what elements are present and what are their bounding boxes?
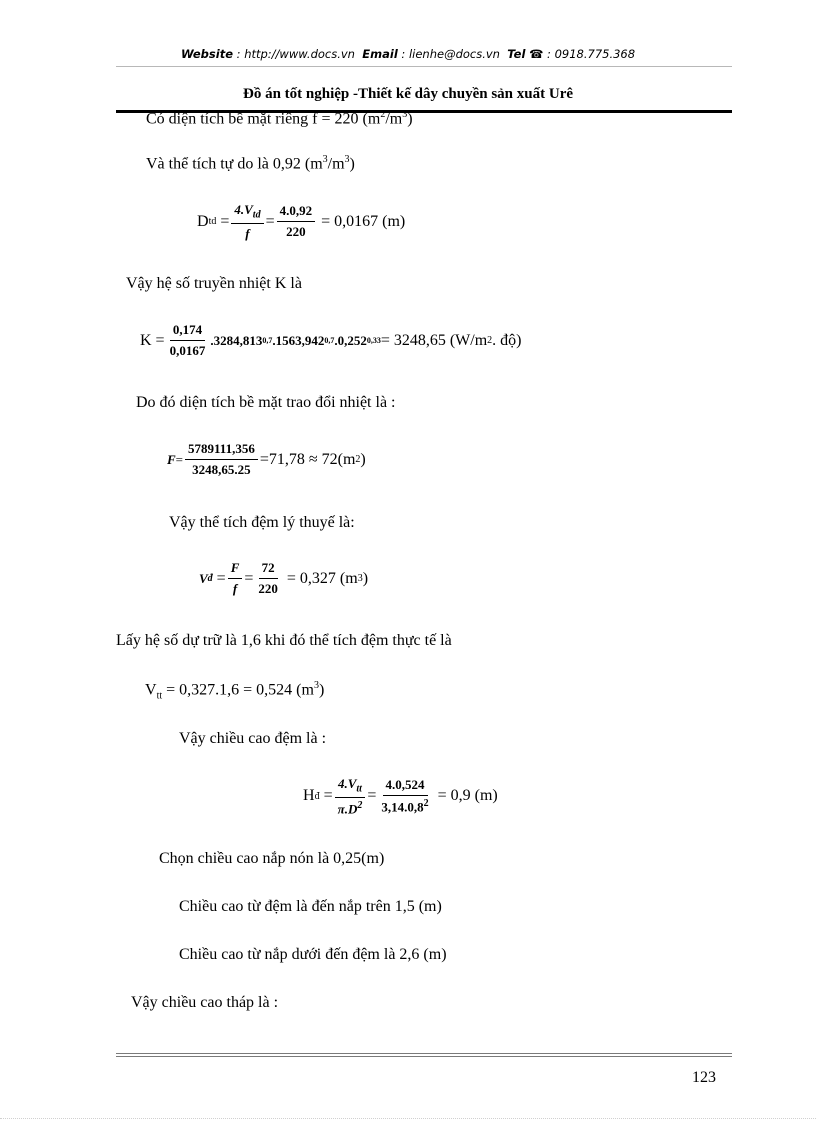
text-line-free-volume: Và thể tích tự do là 0,92 $(m^3/m^3)$: [146, 154, 355, 173]
website-url[interactable]: : http://www.docs.vn: [236, 47, 355, 61]
equation-hd: H đ = $\frac{4.V_{tt}}{\pi.D^2}$ = $\frac{4.0,524}{3,14.0,8^2}$ = 0,9 (m): [303, 776, 498, 816]
website-header: [0, 47, 816, 61]
website-label: Website: [180, 47, 234, 61]
phone-icon: ☎: [529, 47, 544, 61]
email-label: Email: [362, 47, 398, 61]
fraction-f-over-f: $\frac{F}{f}$: [228, 560, 243, 597]
equation-k: K = $\frac{0,174}{0,0167}$ .3284,813 0,7 .1563,942 0,7 .0,252 0,33 = 3248,65 (W/m 2 . độ): [140, 322, 522, 358]
tel-value: : 0918.775.368: [547, 47, 636, 61]
header-divider-thin: [116, 66, 732, 67]
text-line-exchange-area: Do đó diện tích bề mặt trao đổi nhiệt là :: [136, 394, 396, 411]
fraction-f-value: $\frac{5789111,356}{3248,65.25}$: [185, 441, 258, 478]
fraction-4vtt-over-pid2: $\frac{4.V_{tt}}{\pi.D^2}$: [335, 776, 366, 817]
fraction-72-over-220: $\frac{72}{220}$: [258, 560, 278, 596]
text-line-surface-area: Có diện tích bề mặt riêng f = 220 $(m^2/m^3)$: [146, 109, 413, 128]
fraction-4v-over-f: $\frac{4.V_{td}}{f}$: [231, 202, 263, 242]
fraction-092-over-220: $\frac{4.0,92}{220}$: [277, 203, 316, 240]
fraction-0174-over-00167: $\frac{0,174}{0,0167}$: [169, 322, 206, 358]
document-title: Đồ án tốt nghiệp -Thiết kế dây chuyền sản xuất Urê: [242, 86, 574, 102]
text-line-cone-lid: Chọn chiều cao nắp nón là 0,25(m): [159, 850, 385, 867]
text-line-height-to-top-lid: Chiều cao từ đệm là đến nắp trên 1,5 (m): [179, 898, 442, 915]
equation-vd: V đ = $\frac{F}{f}$ = $\frac{72}{220}$ = 0,327 (m 3 ): [199, 560, 369, 596]
text-line-tower-height: Vậy chiều cao tháp là :: [131, 994, 279, 1011]
equation-vtt: $V_{tt} = 0,327.1,6 = 0,524$ $(m^3)$: [145, 680, 325, 702]
page-number: 123: [692, 1069, 716, 1086]
page-bottom-dotted-edge: [0, 1118, 816, 1119]
text-line-packing-height: Vậy chiều cao đệm là :: [179, 730, 327, 747]
text-line-theoretical-volume: Vậy thể tích đệm lý thuyế là:: [169, 514, 355, 531]
equation-dtd: D td = $\frac{4.V_{td}}{f}$ = $\frac{4.0,92}{220}$ = 0,0167 (m): [197, 202, 406, 241]
text-line-reserve-factor: Lấy hệ số dự trữ là 1,6 khi đó thể tích đệm thực tế là: [116, 632, 452, 649]
equation-f: F = $\frac{5789111,356}{3248,65.25}$ =71,78 ≈ 72(m 2 ): [167, 441, 366, 477]
text-line-height-from-bottom-lid: Chiều cao từ nắp dưới đến đệm là 2,6 (m): [179, 946, 447, 963]
fraction-0524-over-314: $\frac{4.0,524}{3,14.0,8^2}$: [381, 777, 429, 815]
text-line-heat-coefficient: Vậy hệ số truyền nhiệt K là: [126, 275, 302, 292]
tel-label: Tel: [507, 47, 526, 61]
footer-divider-top: [116, 1053, 732, 1054]
footer-divider-bottom: [116, 1056, 732, 1057]
email-value[interactable]: : lienhe@docs.vn: [401, 47, 500, 61]
